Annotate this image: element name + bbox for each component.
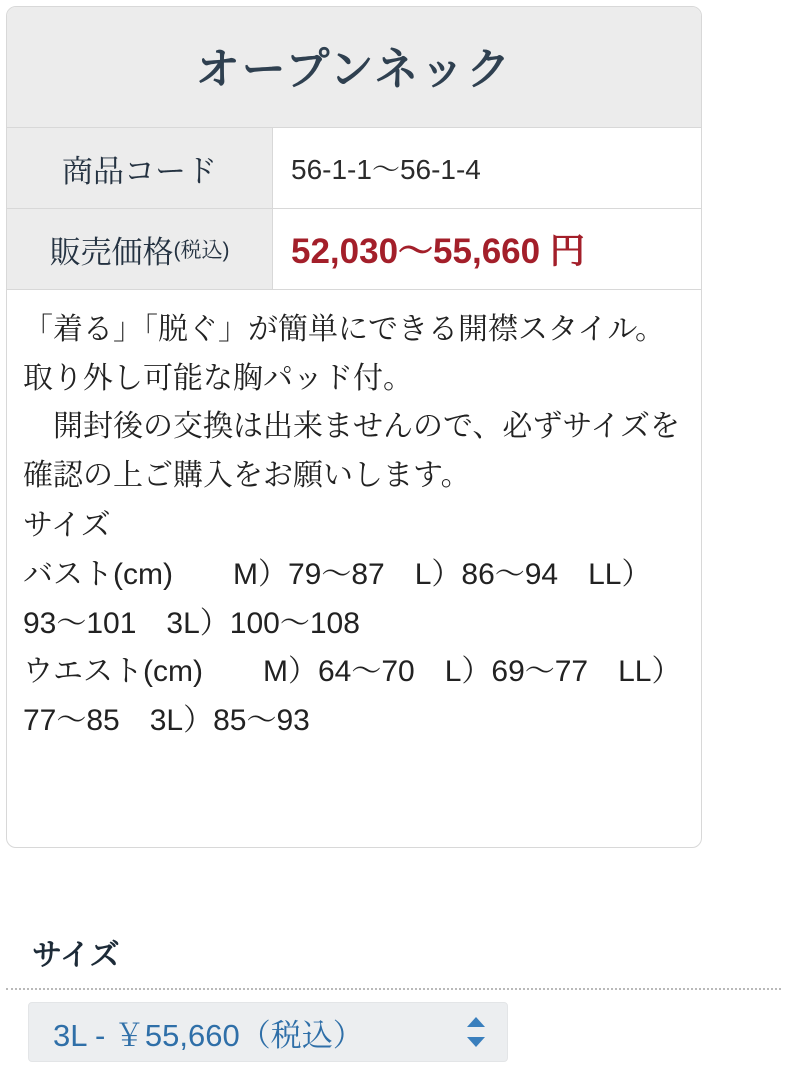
spec-value-price: 52,030〜55,660 円 — [291, 232, 585, 271]
page-right-gutter — [781, 0, 787, 1080]
size-selector-divider — [6, 988, 781, 1062]
product-description — [7, 290, 701, 847]
spec-label-text: 販売価格 — [49, 234, 174, 270]
product-title: オープンネック — [7, 7, 701, 128]
size-selector-block — [6, 930, 781, 1062]
spec-row-product-code — [7, 128, 701, 209]
chevron-down-icon — [467, 1037, 485, 1047]
spec-label-price — [7, 209, 273, 289]
chevron-up-icon — [467, 1017, 485, 1027]
description-line-2: 開封後の交換は出来ませんので、必ずサイズを確認の上ご購入をお願いします。 — [23, 410, 680, 492]
size-selector-label: サイズ — [32, 939, 120, 972]
spec-row-price — [7, 209, 701, 290]
chevron-updown-icon[interactable] — [465, 1015, 491, 1049]
product-info-card — [6, 6, 702, 848]
spec-label-product-code — [7, 128, 273, 208]
spec-label-text: 商品コード — [62, 153, 217, 189]
size-select-value: 3L - ￥55,660（税込） — [53, 1017, 364, 1053]
spec-label-tax-note: (税込) — [173, 239, 230, 262]
spec-value-product-code: 56-1-1〜56-1-4 — [291, 154, 481, 185]
description-size-heading: サイズ — [23, 509, 111, 543]
description-line-1: 「着る」「脱ぐ」が簡単にできる開襟スタイル。取り外し可能な胸パッド付。 — [23, 313, 665, 395]
description-waist: ウエスト(cm) M）64〜70 L）69〜77 LL）77〜85 3L）85〜93 — [23, 655, 682, 737]
card-bottom-spacer — [23, 745, 685, 821]
description-bust: バスト(cm) M）79〜87 L）86〜94 LL）93〜101 3L）100〜108 — [23, 557, 652, 640]
size-select[interactable] — [28, 1002, 508, 1062]
